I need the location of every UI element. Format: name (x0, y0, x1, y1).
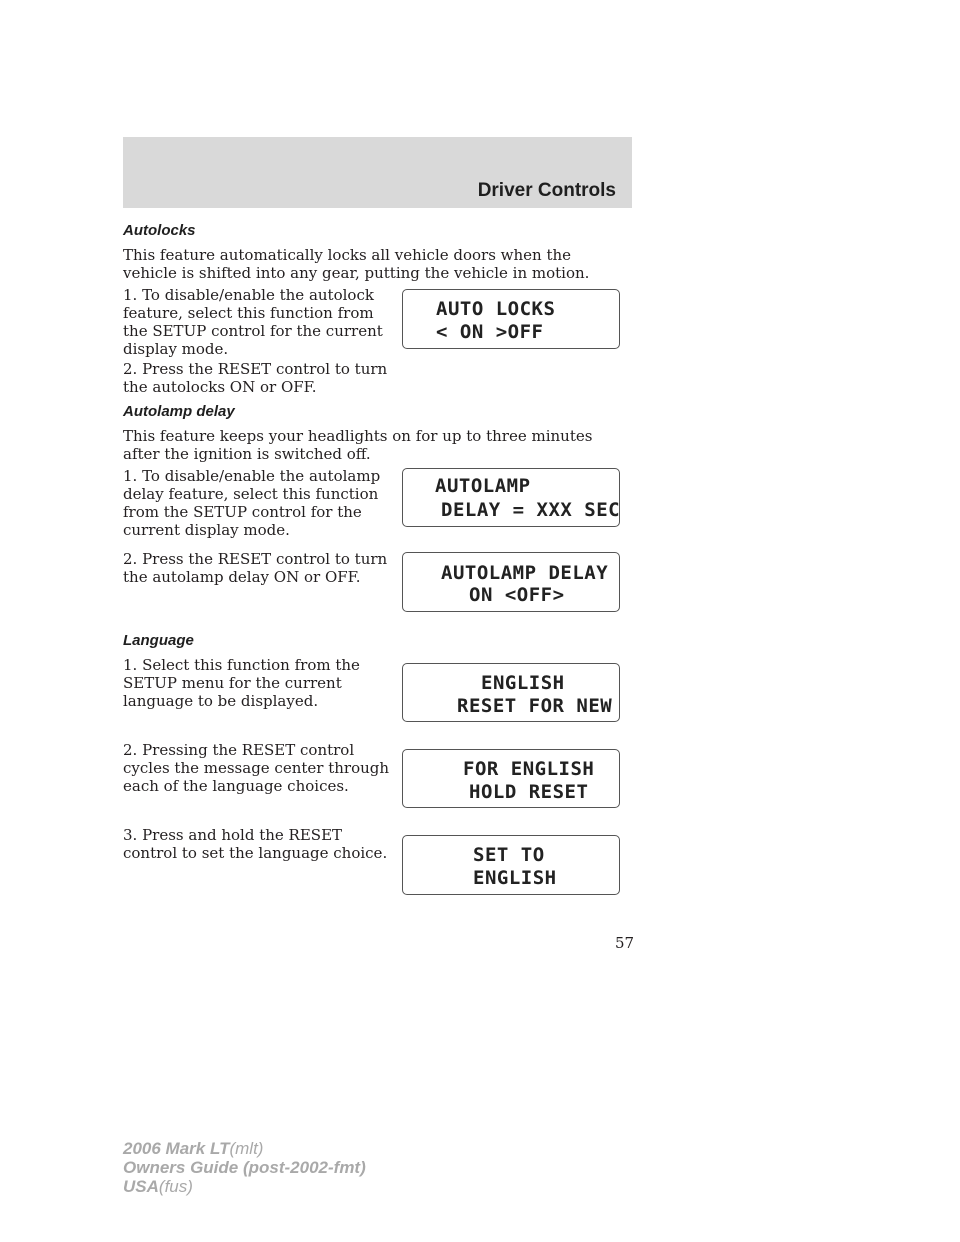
display-line-1: AUTOLAMP DELAY (441, 562, 609, 584)
footer-model-code: (mlt) (229, 1139, 264, 1158)
display-line-1: SET TO (473, 844, 545, 866)
footer-model: 2006 Mark LT (123, 1139, 230, 1158)
page-number: 57 (615, 934, 635, 952)
language-set-display (402, 835, 620, 895)
display-line-1: AUTOLAMP (435, 475, 531, 497)
autolocks-intro: This feature automatically locks all vehicle doors when the vehicle is shifted into any gear, putting the vehicle in motion. (123, 246, 590, 282)
footer-market-code: (fus) (158, 1177, 193, 1196)
footer-guide: Owners Guide (post-2002-fmt) (123, 1158, 366, 1177)
language-step-3: 3. Press and hold the RESET control to set the language choice. (123, 826, 388, 862)
section-title: Driver Controls (477, 180, 616, 201)
language-step-1: 1. Select this function from the SETUP menu for the current language to be displayed. (123, 656, 360, 710)
autolamp-step-1: 1. To disable/enable the autolamp delay feature, select this function from the SETUP control for the current display mode. (123, 467, 381, 539)
document-footer (123, 1139, 366, 1196)
autolocks-step-1: 1. To disable/enable the autolock feature, select this function from the SETUP control for the current display mode. (123, 286, 383, 358)
display-line-2: RESET FOR NEW (457, 695, 613, 717)
footer-line-3 (123, 1177, 366, 1196)
autolamp-heading: Autolamp delay (123, 403, 235, 420)
display-line-1: FOR ENGLISH (463, 758, 595, 780)
language-hold-display (402, 749, 620, 808)
autolamp-step-2: 2. Press the RESET control to turn the autolamp delay ON or OFF. (123, 550, 388, 586)
display-line-1: AUTO LOCKS (436, 298, 556, 320)
display-line-2: DELAY = XXX SEC (441, 499, 621, 521)
autolamp-on-off-display (402, 552, 620, 612)
footer-line-2 (123, 1158, 366, 1177)
autolamp-delay-display (402, 468, 620, 527)
autolocks-step-2: 2. Press the RESET control to turn the autolocks ON or OFF. (123, 360, 388, 396)
language-heading: Language (123, 632, 194, 649)
footer-market: USA (123, 1177, 159, 1196)
display-line-1: ENGLISH (481, 672, 565, 694)
display-line-2: ENGLISH (473, 867, 557, 889)
language-step-2: 2. Pressing the RESET control cycles the message center through each of the language choices. (123, 741, 390, 795)
autolocks-display (402, 289, 620, 349)
footer-line-1 (123, 1139, 366, 1158)
autolocks-heading: Autolocks (123, 222, 196, 239)
language-english-display (402, 663, 620, 722)
autolamp-intro: This feature keeps your headlights on for up to three minutes after the ignition is switched off. (123, 427, 593, 463)
display-line-2: ON <OFF> (469, 584, 565, 606)
display-line-2: < ON >OFF (436, 321, 544, 343)
display-line-2: HOLD RESET (469, 781, 589, 803)
section-header-band (123, 137, 632, 208)
